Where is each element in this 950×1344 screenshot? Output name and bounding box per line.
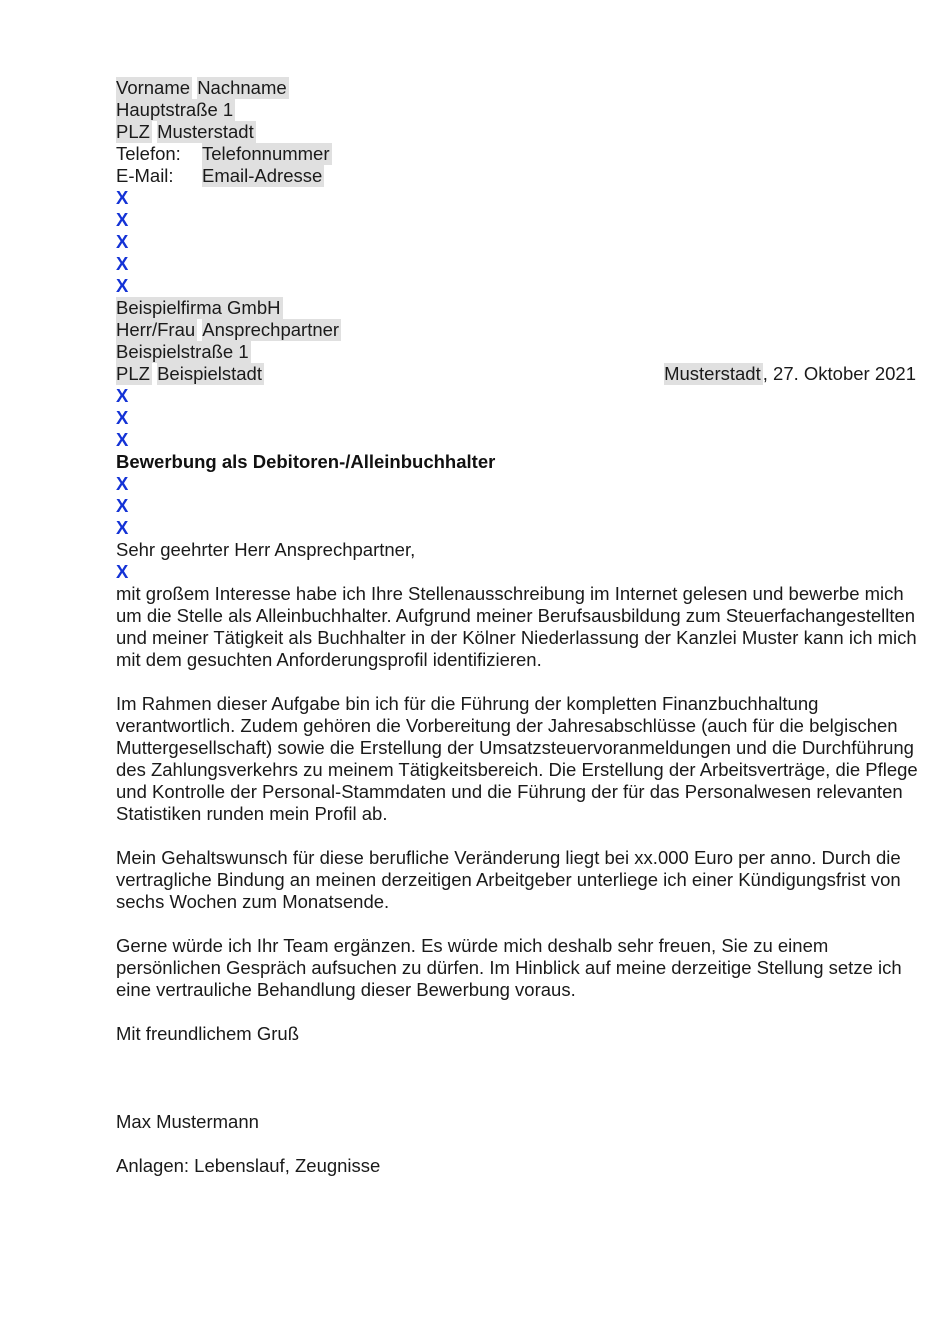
spacer-mark: X [116, 561, 129, 582]
spacer-mark: X [116, 429, 129, 450]
sender-zip: PLZ [116, 121, 150, 142]
sender-street: Hauptstraße 1 [116, 99, 234, 120]
recipient-company-line [116, 297, 283, 319]
recipient-company: Beispielfirma GmbH [116, 297, 281, 318]
recipient-city: Beispielstadt [157, 363, 262, 384]
recipient-contact-line [116, 319, 341, 341]
recipient-contact: Ansprechpartner [202, 319, 340, 340]
recipient-salutation: Herr/Frau [116, 319, 196, 340]
spacer-mark: X [116, 231, 129, 252]
spacer-mark: X [116, 495, 129, 516]
recipient-zip: PLZ [116, 363, 150, 384]
spacer-mark: X [116, 473, 129, 494]
sender-email-line [116, 165, 324, 187]
date-text: , 27. Oktober 2021 [762, 363, 916, 384]
letter-date [664, 363, 916, 385]
sender-first-name: Vorname [116, 77, 191, 98]
sender-city: Musterstadt [157, 121, 254, 142]
spacer-mark: X [116, 407, 129, 428]
phone-label: Telefon: [116, 143, 181, 164]
recipient-city-line [116, 363, 264, 385]
spacer-mark: X [116, 187, 129, 208]
body-paragraph: mit großem Interesse habe ich Ihre Stellenausschreibung im Internet gelesen und bewerbe mich um die Stelle als Alleinbuchhalter. Aufgrund meiner Berufsausbildung zum Steuerfachangestellten und meiner Tätigkeit als Buchhalter in der Kölner Niederlassung der Kanzlei Muster kann ich mich mit dem gesuchten Anforderungsprofil identifizieren. [116, 583, 917, 670]
letter-closing: Mit freundlichem Gruß [116, 1023, 299, 1044]
sender-name [116, 77, 289, 99]
spacer-mark: X [116, 517, 129, 538]
spacer-mark: X [116, 275, 129, 296]
email-value: Email-Adresse [202, 165, 323, 186]
body-paragraph: Gerne würde ich Ihr Team ergänzen. Es würde mich deshalb sehr freuen, Sie zu einem persönlichen Gespräch aufsuchen zu dürfen. Im Hinblick auf meine derzeitige Stellung setze ich eine vertrauliche Behandlung dieser Bewerbung voraus. [116, 935, 902, 1000]
body-paragraph: Im Rahmen dieser Aufgabe bin ich für die Führung der kompletten Finanzbuchhaltung verantwortlich. Zudem gehören die Vorbereitung der Jahresabschlüsse (auch für die belgischen Muttergesellschaft) sowie die Erstellung der Umsatzsteuervoranmeldungen und die Durchführung des Zahlungsverkehrs zu meinem Tätigkeitsbereich. Die Erstellung der Arbeitsverträge, die Pflege und Kontrolle der Personal-Stammdaten und die Führung der für das Personalwesen relevanten Statistiken runden mein Profil ab. [116, 693, 918, 824]
sender-last-name: Nachname [197, 77, 287, 98]
email-label: E-Mail: [116, 165, 174, 186]
body-paragraph: Mein Gehaltswunsch für diese berufliche Veränderung liegt bei xx.000 Euro per anno. Durch die vertragliche Bindung an meinen derzeitigen Arbeitgeber unterliege ich einer Kündigungsfrist von sechs Wochen zum Monatsende. [116, 847, 901, 912]
phone-value: Telefonnummer [202, 143, 330, 164]
sender-street-line [116, 99, 235, 121]
sender-city-line [116, 121, 256, 143]
recipient-street-line [116, 341, 251, 363]
letter-greeting: Sehr geehrter Herr Ansprechpartner, [116, 539, 416, 560]
date-place: Musterstadt [664, 363, 761, 384]
spacer-mark: X [116, 209, 129, 230]
recipient-street: Beispielstraße 1 [116, 341, 249, 362]
letter-subject: Bewerbung als Debitoren-/Alleinbuchhalter [116, 451, 496, 472]
letter-signature: Max Mustermann [116, 1111, 259, 1132]
sender-phone-line [116, 143, 332, 165]
spacer-mark: X [116, 385, 129, 406]
spacer-mark: X [116, 253, 129, 274]
letter-attachments: Anlagen: Lebenslauf, Zeugnisse [116, 1155, 381, 1176]
